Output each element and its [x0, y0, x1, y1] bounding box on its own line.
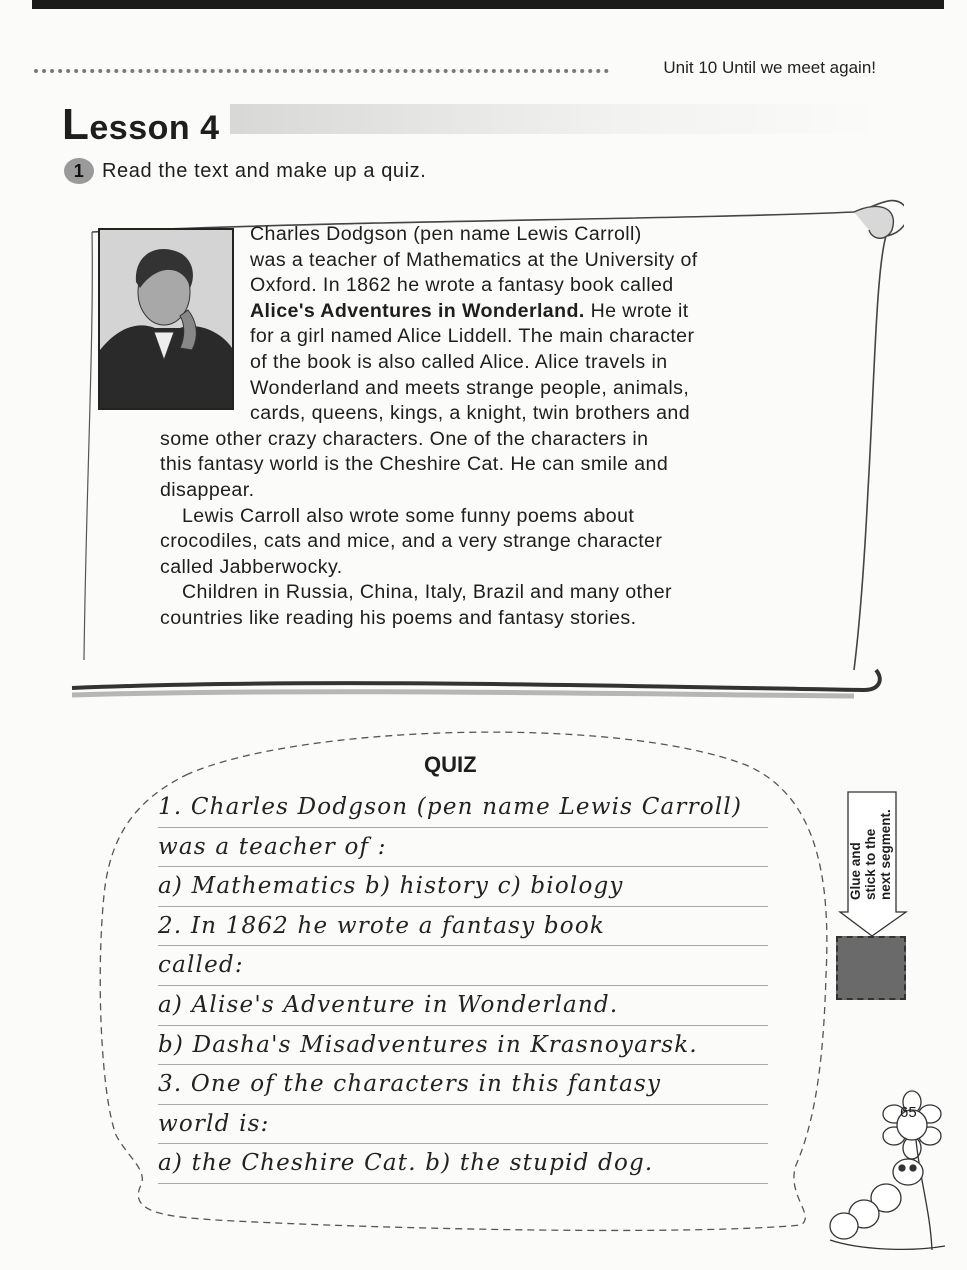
- reading-line: some other crazy characters. One of the characters in: [160, 427, 649, 450]
- exercise-number-badge: 1: [64, 158, 94, 184]
- unit-title: Unit 10 Until we meet again!: [663, 58, 876, 77]
- quiz-line: was a teacher of :: [158, 828, 768, 868]
- reading-passage: [160, 222, 830, 632]
- quiz-line: 1. Charles Dodgson (pen name Lewis Carroll): [158, 788, 768, 828]
- reading-line: for a girl named Alice Liddell. The main character: [250, 325, 695, 348]
- reading-line: Oxford. In 1862 he wrote a fantasy book called: [250, 274, 674, 297]
- reading-line: Charles Dodgson (pen name Lewis Carroll): [250, 223, 642, 245]
- glue-line: Glue and: [848, 842, 863, 900]
- glue-instruction-text: [848, 780, 893, 900]
- dotted-leader: [34, 69, 609, 73]
- quiz-line: b) Dasha's Misadventures in Krasnoyarsk.: [158, 1026, 768, 1066]
- glue-line: next segment.: [878, 809, 893, 900]
- quiz-line: a) Alise's Adventure in Wonderland.: [158, 986, 768, 1026]
- glue-line: stick to the: [863, 828, 878, 900]
- lesson-title: [62, 100, 220, 150]
- page-number: 65: [900, 1104, 917, 1121]
- book-title: Alice's Adventures in Wonderland: [250, 299, 579, 322]
- quiz-line: a) Mathematics b) history c) biology: [158, 867, 768, 907]
- quiz-line: world is:: [158, 1105, 768, 1145]
- top-border-bar: [32, 0, 944, 9]
- reading-line: disappear.: [160, 478, 255, 501]
- lesson-title-rest: esson 4: [89, 109, 220, 147]
- quiz-title: QUIZ: [424, 752, 477, 777]
- quiz-line: a) the Cheshire Cat. b) the stupid dog.: [158, 1144, 768, 1184]
- reading-line: Wonderland and meets strange people, animals,: [250, 376, 690, 399]
- book-title-period: .: [578, 299, 585, 322]
- reading-line-tail: He wrote it: [590, 299, 689, 322]
- exercise-text: Read the text and make up a quiz.: [102, 160, 427, 182]
- exercise-instruction: [64, 158, 426, 184]
- reading-line: countries like reading his poems and fantasy stories.: [160, 606, 637, 629]
- quiz-handwritten-answers: [158, 788, 768, 1184]
- reading-line: [160, 299, 830, 325]
- reading-line: was a teacher of Mathematics at the University of: [250, 248, 698, 271]
- quiz-line: 2. In 1862 he wrote a fantasy book: [158, 907, 768, 947]
- quiz-line: 3. One of the characters in this fantasy: [158, 1065, 768, 1105]
- reading-line: of the book is also called Alice. Alice travels in: [250, 350, 668, 373]
- reading-line: crocodiles, cats and mice, and a very strange character: [160, 530, 663, 553]
- reading-line: called Jabberwocky.: [160, 555, 343, 578]
- lesson-title-initial: L: [62, 100, 90, 149]
- reading-line: Children in Russia, China, Italy, Brazil and many other: [182, 581, 672, 604]
- glue-area: [836, 936, 906, 1000]
- reading-line: cards, queens, kings, a knight, twin brothers and: [250, 402, 691, 425]
- quiz-line: called:: [158, 946, 768, 986]
- page-header: [30, 56, 920, 86]
- caterpillar-flower-illustration: [820, 1090, 950, 1260]
- reading-line: Lewis Carroll also wrote some funny poems about: [182, 504, 635, 527]
- reading-line: this fantasy world is the Cheshire Cat. He can smile and: [160, 453, 669, 476]
- title-smudge: [230, 104, 880, 134]
